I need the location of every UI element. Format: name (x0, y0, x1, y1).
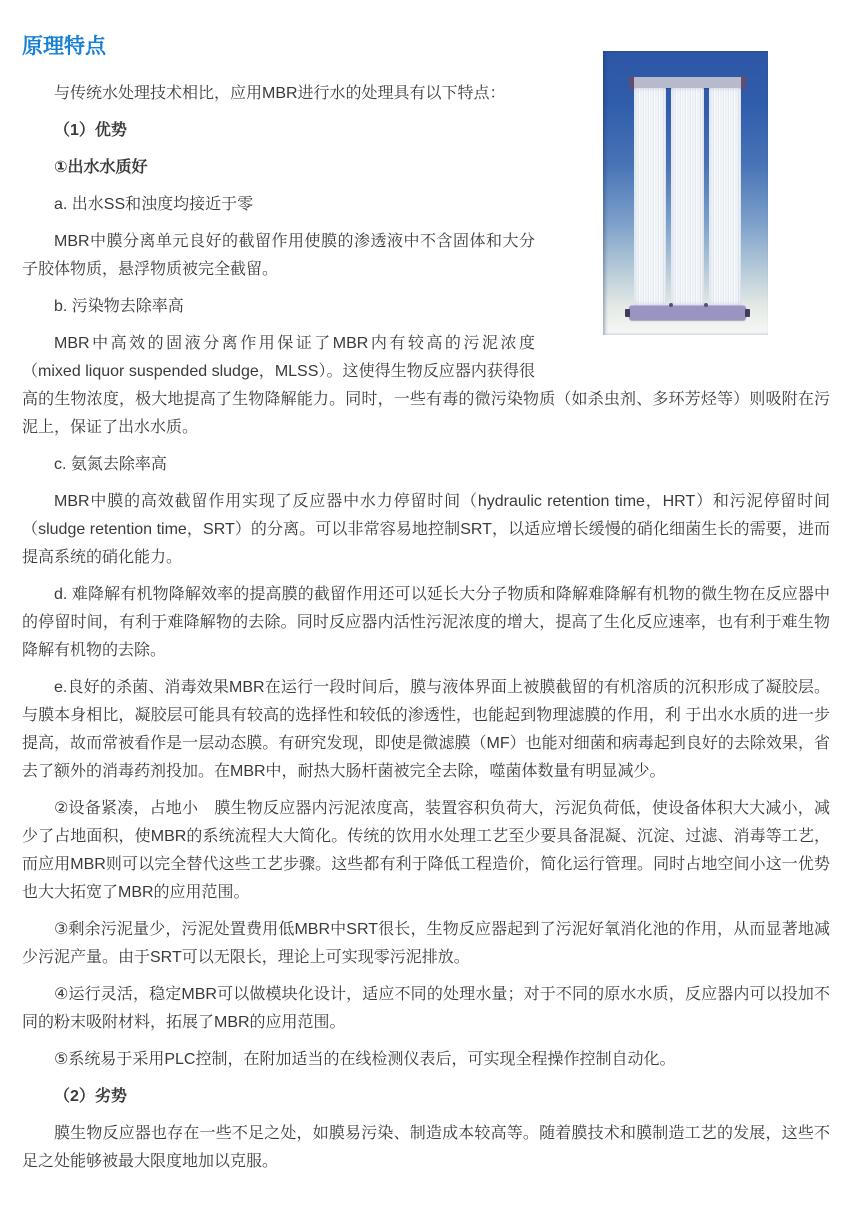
item-a-effluent-ss: a. 出水SS和浊度均接近于零 (54, 196, 254, 213)
item-2-compact-equipment: ②设备紧凑，占地小 膜生物反应器内污泥浓度高，装置容积负荷大，污泥负荷低，使设备体积大大减小，减少了占地面积，使MBR的系统流程大大简化。传统的饮用水处理工艺至少要具备混凝、沉淀、过滤、消毒等工艺，而应用MBR则可以完全替代这些工艺步骤。这些都有利于降低工程造价，简化运行管理。同时占地空间小这一优势也大大拓宽了MBR的应用范围。 (22, 800, 830, 901)
disadvantages-paragraph: 膜生物反应器也存在一些不足之处，如膜易污染、制造成本较高等。随着膜技术和膜制造工艺的发展，这些不足之处能够被最大限度地加以克服。 (22, 1125, 830, 1170)
para-hrt-srt-separation: MBR中膜的高效截留作用实现了反应器中水力停留时间（hydraulic retention time，HRT）和污泥停留时间（sludge retention time，SRT）的分离。可以非常容易地控制SRT，以适应增长缓慢的硝化细菌生长的需要，进而提高系统的硝化能力。 (22, 493, 830, 566)
photo-float-container (535, 34, 830, 386)
para-membrane-separation: MBR中膜分离单元良好的截留作用使膜的渗透液中不含固体和大分子胶体物质，悬浮物质被完全截留。 (22, 233, 535, 278)
item-c-ammonia-removal: c. 氨氮去除率高 (54, 456, 167, 473)
membrane-module-photo (603, 51, 768, 335)
item-b-pollutant-removal: b. 污染物去除率高 (54, 298, 184, 315)
page-title: 原理特点 (22, 35, 106, 58)
disadvantages-heading: （2）劣势 (54, 1088, 127, 1105)
membrane-fiber-bundle (671, 88, 703, 305)
item-e-disinfection-effect: e.良好的杀菌、消毒效果MBR在运行一段时间后，膜与液体界面上被膜截留的有机溶质的沉积形成了凝胶层。与膜本身相比，凝胶层可能具有较高的选择性和较低的渗透性，也能起到物理滤膜的作用，利 于出水水质的进一步提高，故而常被看作是一层动态膜。有研究发现，即使是微滤膜（MF）也能对细菌和病毒起到良好的去除效果，省去了额外的消毒药剂投加。在MBR中，耐热大肠杆菌被完全去除，噬菌体数量有明显减少。 (22, 679, 830, 780)
intro-paragraph: 与传统水处理技术相比，应用MBR进行水的处理具有以下特点： (54, 85, 506, 102)
advantages-heading: （1）优势 (54, 122, 127, 139)
item-4-flexible-operation: ④运行灵活，稳定MBR可以做模块化设计，适应不同的处理水量；对于不同的原水水质，反应器内可以投加不同的粉末吸附材料，拓展了MBR的应用范围。 (22, 986, 830, 1031)
item-5-plc-control: ⑤系统易于采用PLC控制，在附加适当的在线检测仪表后，可实现全程操作控制自动化。 (54, 1051, 676, 1068)
effluent-quality-heading: ①出水水质好 (54, 159, 148, 176)
membrane-fiber-bundle (709, 88, 741, 305)
photo-bottom-collector-bar (629, 305, 746, 320)
photo-top-header-bar (633, 77, 742, 88)
membrane-fiber-curtain (634, 88, 741, 305)
para-solid-liquid-separation: MBR中高效的固液分离作用保证了MBR内有较高的污泥浓度（mixed liquor suspended sludge，MLSS）。这使得生物反应器内获得很高的生物浓度，极大地提高了生物降解能力。同时，一些有毒的微污染物质（如杀虫剂、多环芳烃等）则吸附在污泥上，保证了出水水质。 (22, 335, 830, 436)
membrane-fiber-bundle (634, 88, 666, 305)
fiber-attachment-dot (704, 303, 708, 307)
item-d-refractory-organics: d. 难降解有机物降解效率的提高膜的截留作用还可以延长大分子物质和降解难降解有机物的微生物在反应器中的停留时间，有利于难降解物的去除。同时反应器内活性污泥浓度的增大，提高了生化反应速率，也有利于难生物降解有机物的去除。 (22, 586, 830, 659)
fiber-attachment-dot (669, 303, 673, 307)
item-3-less-sludge: ③剩余污泥量少，污泥处置费用低MBR中SRT很长，生物反应器起到了污泥好氧消化池的作用，从而显著地减少污泥产量。由于SRT可以无限长，理论上可实现零污泥排放。 (22, 921, 830, 966)
